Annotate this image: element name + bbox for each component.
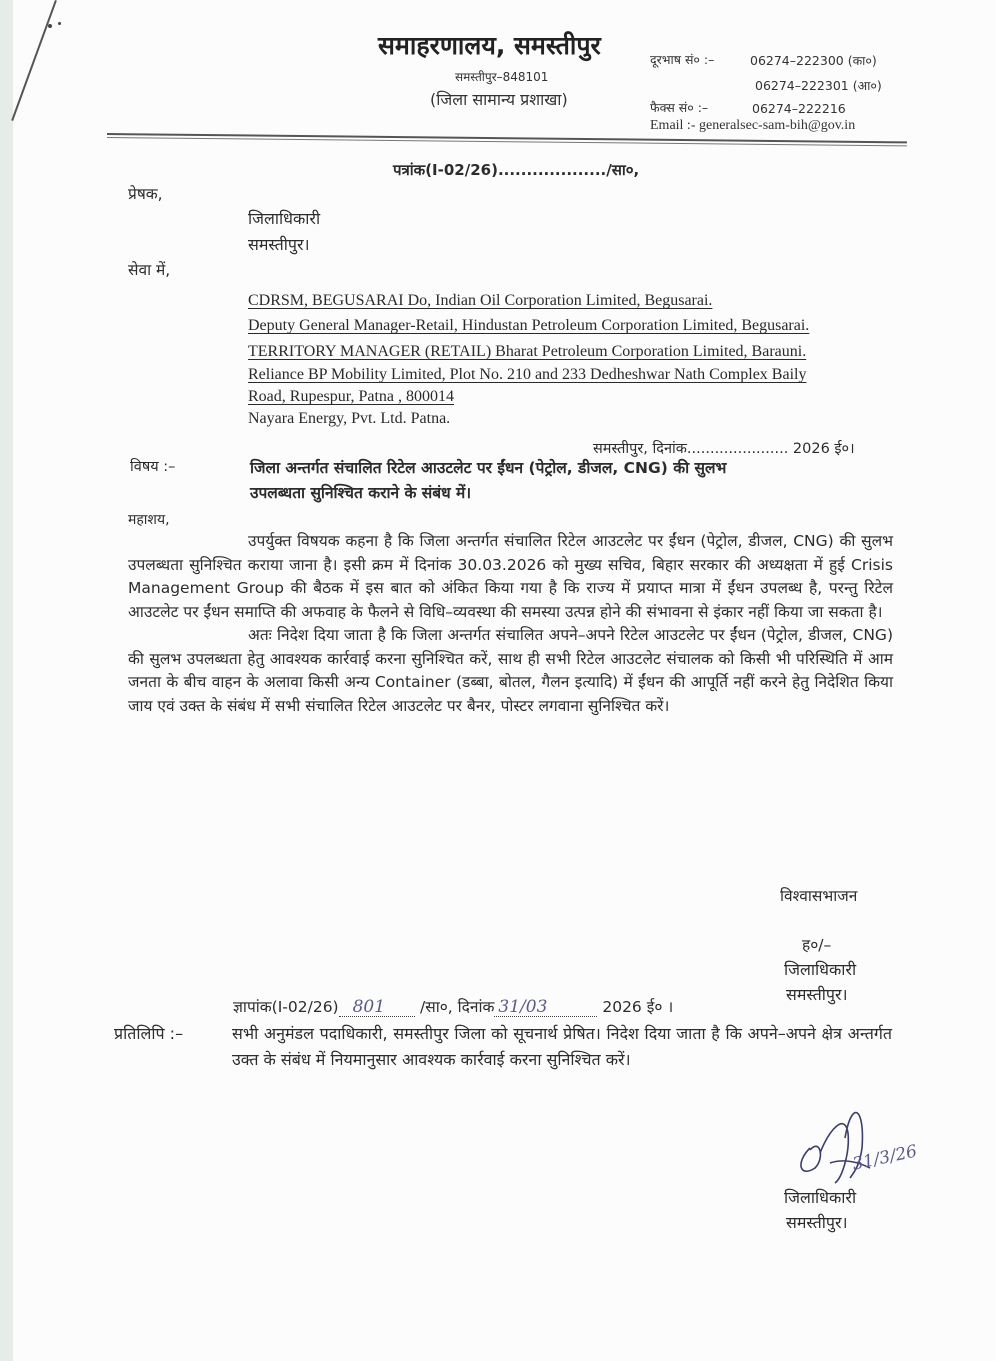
copy-signatory-place: समस्तीपुर। — [786, 1213, 848, 1232]
office-title: समाहरणालय, समस्तीपुर — [378, 31, 601, 60]
phone-residence: 06274–222301 (आ०) — [755, 78, 882, 93]
copy-text: सभी अनुमंडल पदाधिकारी, समस्तीपुर जिला को सूचनार्थ प्रेषित। निदेश दिया जाता है कि अपने–अपने क्षेत्र अन्तर्गत उक्त के संबंध में नियमानुसार आवश्यक कार्रवाई करना सुनिश्चित करें। — [232, 1024, 892, 1069]
reference-number: पत्रांक(I-02/26).................../सा०, — [393, 161, 640, 179]
letter-body — [128, 530, 893, 718]
copy-label: प्रतिलिपि :– — [114, 1024, 184, 1043]
memo-prefix: ज्ञापांक(I-02/26) — [233, 998, 339, 1016]
sender-label: प्रेषक, — [128, 185, 163, 203]
office-email: Email :- generalsec-sam-bih@gov.in — [650, 118, 856, 133]
phone-label: दूरभाष सं० :– — [650, 52, 715, 67]
office-branch: (जिला सामान्य प्रशाखा) — [430, 90, 568, 109]
memo-suffix: 2026 ई० । — [602, 998, 674, 1016]
to-label: सेवा में, — [128, 261, 171, 279]
recipient: Road, Rupespur, Patna , 800014 — [248, 388, 455, 405]
signatory-place: समस्तीपुर। — [786, 985, 848, 1004]
recipient: Deputy General Manager-Retail, Hindustan Petroleum Corporation Limited, Begusarai. — [248, 317, 810, 334]
pen-dot — [48, 24, 52, 28]
recipient: Nayara Energy, Pvt. Ltd. Patna. — [248, 410, 451, 427]
paragraph: उपर्युक्त विषयक कहना है कि जिला अन्तर्गत संचालित रिटेल आउटलेट पर ईंधन (पेट्रोल, डीजल, CNG) की सुलभ उपलब्धता सुनिश्चित कराया जाना है। इसी क्रम में दिनांक 30.03.2026 को मुख्य सचिव, बिहार सरकार की अध्यक्षता में हुई Crisis Management Group की बैठक में इस बात को अंकित किया गया है कि राज्य में प्रयाप्त मात्रा में ईंधन उपलब्ध है, परन्तु रिटेल आउटलेट पर ईंधन समाप्ति की अफवाह के फैलने से विधि–व्यवस्था की समस्या उत्पन्न होने की संभावना से इंकार नहीं किया जा सकता है। — [128, 532, 893, 621]
recipient: CDRSM, BEGUSARAI Do, Indian Oil Corporation Limited, Begusarai. — [248, 292, 713, 309]
subject-label: विषय :– — [130, 459, 176, 475]
sender-line: समस्तीपुर। — [248, 235, 310, 254]
memo-line — [233, 995, 673, 1017]
signatory-title: जिलाधिकारी — [784, 960, 857, 979]
subject-line: जिला अन्तर्गत संचालित रिटेल आउटलेट पर ईंधन (पेट्रोल, डीजल, CNG) की सुलभ — [250, 459, 727, 477]
office-pin: समस्तीपुर–848101 — [455, 70, 549, 84]
signed-mark: ह०/– — [802, 936, 832, 954]
salutation: महाशय, — [128, 512, 170, 528]
fax-number: 06274–222216 — [752, 101, 846, 116]
paragraph: अतः निदेश दिया जाता है कि जिला अन्तर्गत संचालित अपने–अपने रिटेल आउटलेट पर ईंधन (पेट्रोल, डीजल, CNG) की सुलभ उपलब्धता हेतु आवश्यक कार्रवाई करना सुनिश्चित करें, साथ ही सभी रिटेल आउटलेट संचालक को किसी भी परिस्थिति में आम जनता के बीच वाहन के अलावा किसी अन्य Container (डब्बा, बोतल, गैलन इत्यादि) में ईंधन की आपूर्ति नहीं करने हेतु निदेशित किया जाय एवं उक्त के संबंध में सभी संचालित रिटेल आउटलेट पर बैनर, पोस्टर लगवाना सुनिश्चित करें। — [128, 626, 893, 715]
closing: विश्वासभाजन — [780, 887, 858, 905]
subject-line: उपलब्धता सुनिश्चित कराने के संबंध में। — [250, 484, 472, 502]
recipient: TERRITORY MANAGER (RETAIL) Bharat Petroleum Corporation Limited, Barauni. — [248, 343, 807, 360]
sender-line: जिलाधिकारी — [248, 209, 321, 228]
memo-number: 801 — [352, 997, 386, 1017]
scan-edge — [0, 0, 13, 1361]
place-date: समस्तीपुर, दिनांक...................... 2026 ई०। — [593, 441, 855, 457]
fax-label: फैक्स सं० :– — [650, 100, 709, 115]
phone-office: 06274–222300 (का०) — [750, 53, 877, 68]
signature-date: 31/3/26 — [850, 1141, 919, 1175]
memo-mid: /सा०, दिनांक — [420, 998, 495, 1016]
memo-date: 31/03 — [498, 997, 548, 1017]
recipient: Reliance BP Mobility Limited, Plot No. 210 and 233 Dedheshwar Nath Complex Baily — [248, 366, 807, 383]
pen-dot — [58, 22, 61, 25]
copy-signatory-title: जिलाधिकारी — [784, 1188, 857, 1207]
